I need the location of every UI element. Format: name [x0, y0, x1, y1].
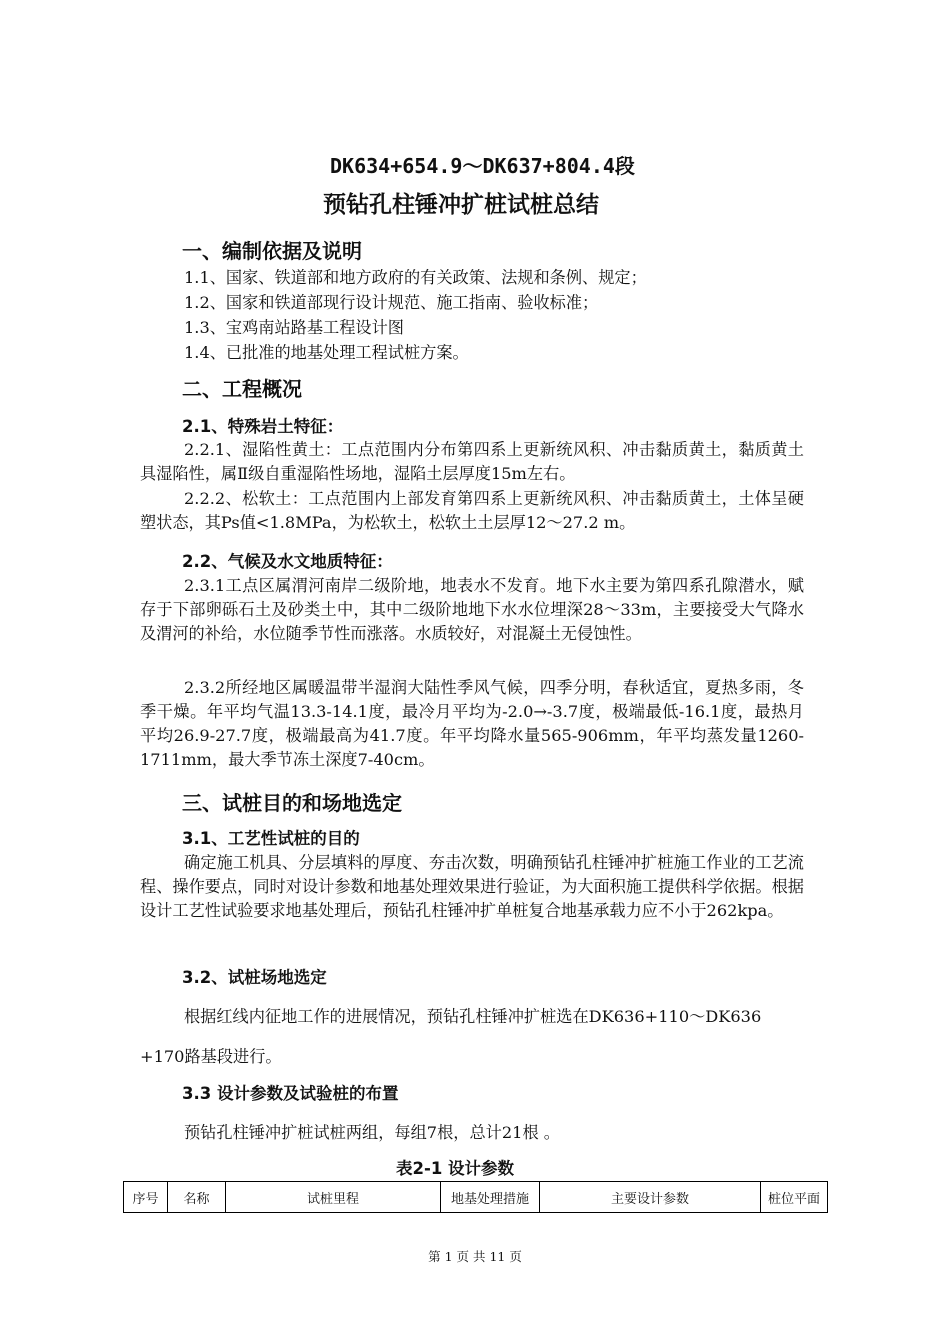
paragraph-line: +170路基段进行。 — [140, 1047, 282, 1066]
table-header-cell: 桩位平面 — [761, 1182, 828, 1213]
subsection-heading: 3.3 设计参数及试验桩的布置 — [182, 1084, 399, 1103]
list-item: 1.1、国家、铁道部和地方政府的有关政策、法规和条例、规定； — [184, 268, 647, 287]
title-mileage: DK634+654.9～DK637+804.4段 — [330, 154, 635, 178]
section-heading: 三、试桩目的和场地选定 — [182, 791, 402, 815]
page-footer: 第 1 页 共 11 页 — [428, 1249, 522, 1264]
table-header-cell: 主要设计参数 — [540, 1182, 761, 1213]
paragraph-line: 预钻孔柱锤冲扩桩试桩两组，每组7根，总计21根 。 — [184, 1123, 560, 1142]
section-heading: 一、编制依据及说明 — [182, 239, 362, 263]
paragraph: 2.2.2、松软土：工点范围内上部发育第四系上更新统风积、冲击黏质黄土，土体呈硬塑状态，其Ps值<1.8MPa，为松软土，松软土土层厚12～27.2 m。 — [140, 489, 804, 532]
list-item: 1.2、国家和铁道部现行设计规范、施工指南、验收标准； — [184, 293, 599, 312]
paragraph: 2.3.2所经地区属暖温带半湿润大陆性季风气候，四季分明，春秋适宜，夏热多雨，冬季干燥。年平均气温13.3-14.1度，最冷月平均为-2.0→-3.7度，极端最低-16.1度，最热月平均26.9-27.7度，极端最高为41.7度。年平均降水量565-906mm，年平均蒸发量1260-1711mm，最大季节冻土深度7-40cm。 — [140, 678, 804, 769]
table-header-cell: 序号 — [124, 1182, 168, 1213]
paragraph: 2.3.1工点区属渭河南岸二级阶地，地表水不发育。地下水主要为第四系孔隙潜水，赋存于下部卵砾石土及砂类土中，其中二级阶地地下水水位埋深28～33m，主要接受大气降水及渭河的补给，水位随季节性而涨落。水质较好，对混凝土无侵蚀性。 — [140, 576, 804, 643]
subsection-heading: 2.2、气候及水文地质特征： — [182, 552, 393, 571]
paragraph: 确定施工机具、分层填料的厚度、夯击次数，明确预钻孔柱锤冲扩桩施工作业的工艺流程、操作要点，同时对设计参数和地基处理效果进行验证，为大面积施工提供科学依据。根据设计工艺性试验要求地基处理后，预钻孔柱锤冲扩单桩复合地基承载力应不小于262kpa。 — [140, 853, 804, 920]
paragraph: 2.2.1、湿陷性黄土：工点范围内分布第四系上更新统风积、冲击黏质黄土，黏质黄土具湿陷性，属Ⅱ级自重湿陷性场地，湿陷土层厚度15m左右。 — [140, 440, 804, 483]
list-item: 1.4、已批准的地基处理工程试桩方案。 — [184, 343, 469, 362]
list-item: 1.3、宝鸡南站路基工程设计图 — [184, 318, 404, 337]
subsection-heading: 3.2、试桩场地选定 — [182, 968, 327, 987]
table-header-row — [124, 1182, 828, 1213]
table-header-cell: 名称 — [168, 1182, 226, 1213]
table-caption: 表2-1 设计参数 — [396, 1159, 515, 1178]
design-parameters-table — [123, 1181, 828, 1213]
subsection-heading: 2.1、特殊岩土特征： — [182, 417, 344, 436]
section-heading: 二、工程概况 — [182, 377, 302, 401]
table-header-cell: 试桩里程 — [226, 1182, 441, 1213]
paragraph-line: 根据红线内征地工作的进展情况，预钻孔柱锤冲扩桩选在DK636+110～DK636 — [184, 1007, 762, 1026]
page-title: 预钻孔柱锤冲扩桩试桩总结 — [323, 192, 599, 218]
table-header-cell: 地基处理措施 — [441, 1182, 540, 1213]
subsection-heading: 3.1、工艺性试桩的目的 — [182, 829, 360, 848]
